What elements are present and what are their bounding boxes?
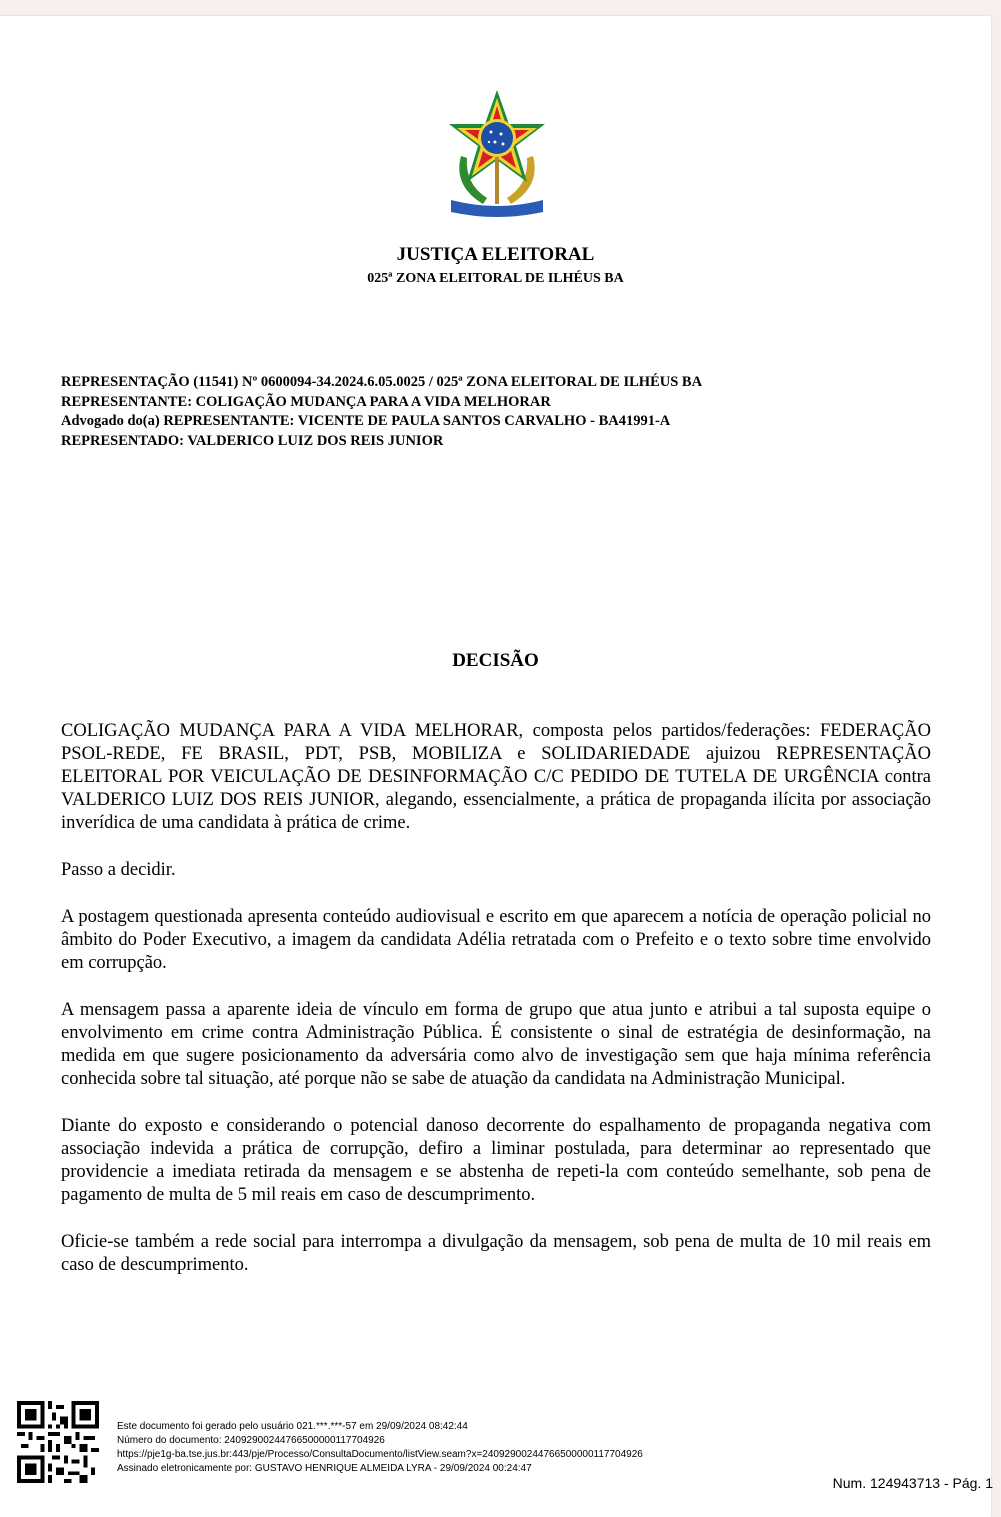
qr-code [17, 1401, 99, 1483]
signed-by: Assinado eletronicamente por: GUSTAVO HENRIQUE ALMEIDA LYRA - 29/09/2024 00:24:47 [117, 1463, 532, 1474]
paragraph: A postagem questionada apresenta conteúdo audiovisual e escrito em que aparecem a notícia de operação policial no âmbito do Poder Executivo, a imagem da candidata Adélia retratada com o Prefeito e o texto sobre time envolvido em corrupção. [61, 907, 931, 973]
plaintiff-lawyer: Advogado do(a) REPRESENTANTE: VICENTE DE PAULA SANTOS CARVALHO - BA41991-A [61, 413, 671, 429]
institution-title: JUSTIÇA ELEITORAL [396, 244, 595, 265]
electronic-signature-footer [117, 1420, 643, 1476]
plaintiff: REPRESENTANTE: COLIGAÇÃO MUDANÇA PARA A VIDA MELHORAR [61, 393, 551, 410]
paragraph: A mensagem passa a aparente ideia de vínculo em forma de grupo que atua junto e atribui a tal suposta equipe o envolvimento em crime contra Administração Pública. É consistente o sinal de estratégia de desinformação, na medida em que sugere posicionamento da adversária como alvo de investigação sem que haja mínima referência conhecida sobre tal situação, até porque não se sabe de atuação da candidata na Administração Municipal. [61, 1000, 931, 1089]
electoral-zone-subtitle: 025ª ZONA ELEITORAL DE ILHÉUS BA [367, 271, 624, 286]
document-number: Número do documento: 24092900244766500000117704926 [117, 1435, 385, 1446]
case-number: REPRESENTAÇÃO (11541) Nº 0600094-34.2024.6.05.0025 / 025ª ZONA ELEITORAL DE ILHÉUS BA [61, 374, 703, 390]
paragraph: Diante do exposto e considerando o potencial danoso decorrente do espalhamento de propaganda negativa com associação indevida a prática de corrupção, defiro a liminar postulada, para determinar ao representado que providencie a imediata retirada da mensagem e se abstenha de repeti-la com conteúdo semelhante, sob pena de pagamento de multa de 5 mil reais em caso de descumprimento. [61, 1116, 931, 1205]
paragraph: Oficie-se também a rede social para interrompa a divulgação da mensagem, sob pena de multa de 10 mil reais em caso de descumprimento. [61, 1232, 931, 1275]
paragraph: COLIGAÇÃO MUDANÇA PARA A VIDA MELHORAR, composta pelos partidos/federações: FEDERAÇÃO PSOL-REDE, FE BRASIL, PDT, PSB, MOBILIZA e SOLIDARIEDADE ajuizou REPRESENTAÇÃO ELEITORAL POR VEICULAÇÃO DE DESINFORMAÇÃO C/C PEDIDO DE TUTELA DE URGÊNCIA contra VALDERICO LUIZ DOS REIS JUNIOR, alegando, essencialmente, a prática de propaganda ilícita por associação inverídica de uma candidata à prática de crime. [61, 721, 931, 833]
decision-body [61, 720, 931, 1301]
brazil-coat-of-arms-emblem [443, 86, 551, 220]
decision-title: DECISÃO [452, 650, 539, 671]
paragraph: Passo a decidir. [61, 860, 176, 880]
case-metadata [61, 373, 931, 451]
document-url: https://pje1g-ba.tse.jus.br:443/pje/Processo/ConsultaDocumento/listView.seam?x=24092900244766500000117704926 [117, 1449, 643, 1460]
generated-by: Este documento foi gerado pelo usuário 021.***.***-57 em 29/09/2024 08:42:44 [117, 1421, 468, 1432]
page-number: Num. 124943713 - Pág. 1 [832, 1475, 993, 1491]
defendant: REPRESENTADO: VALDERICO LUIZ DOS REIS JUNIOR [61, 432, 444, 449]
